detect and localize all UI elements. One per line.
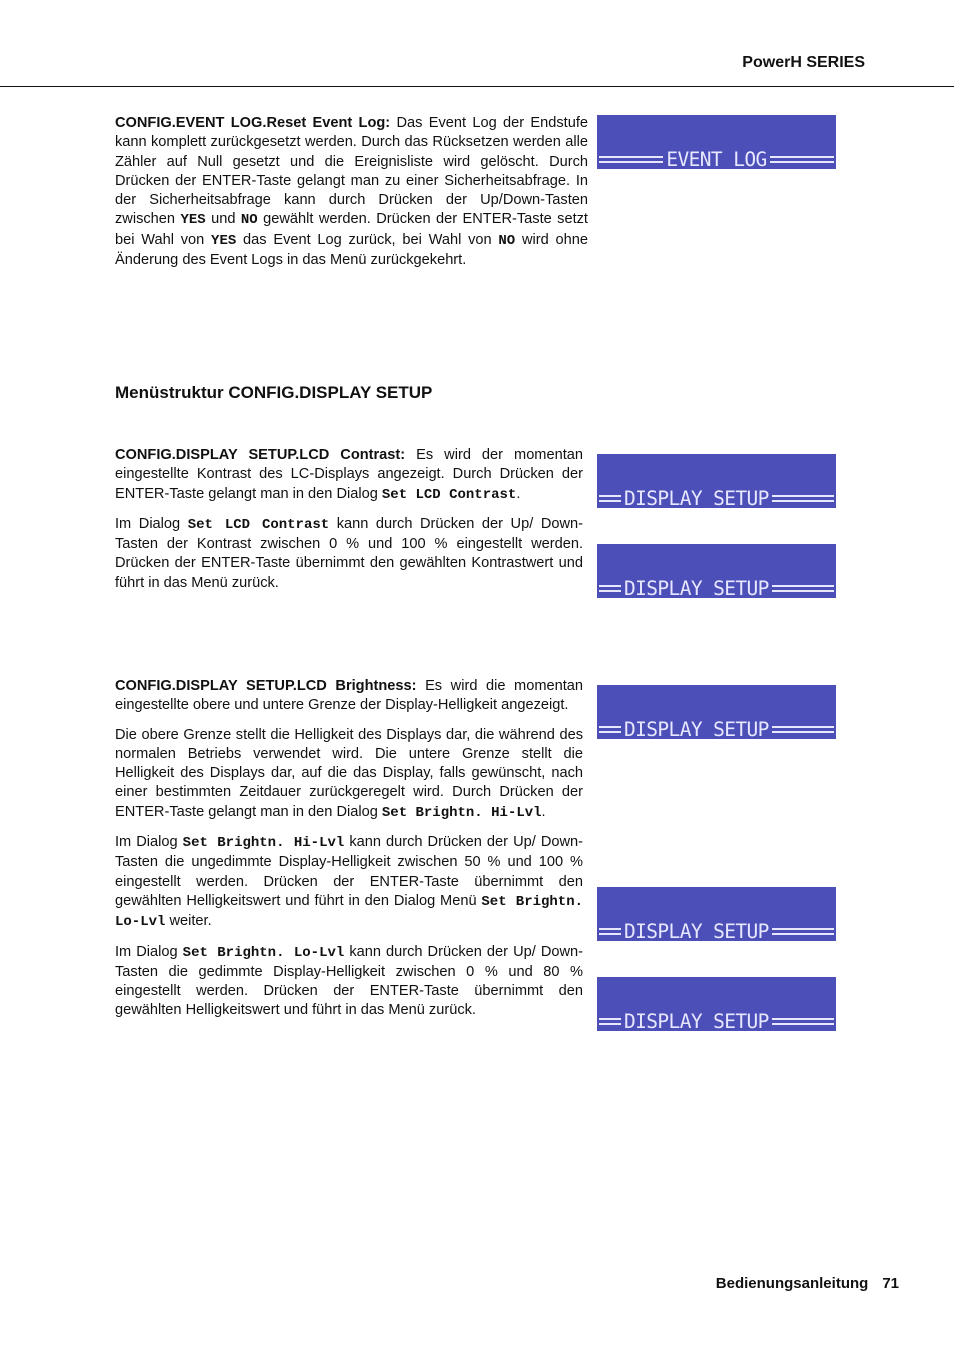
lcd-title-bars-right — [772, 1018, 834, 1025]
lcd-title: EVENT LOG — [666, 148, 767, 169]
lcd-brightness-p4-text-2: kann durch Drücken der Up/ Down-Tasten die gedimmte Display-Helligkeit zwischen 0 % und 80 % eingestellt werden. Drücken der ENTER-Taste übernimmt den gewählten Helligkeitswert und führt in das Menü zurück. — [115, 943, 583, 1019]
lcd-brightness-p2-text-2: . — [541, 803, 546, 820]
lcd-contrast — [597, 454, 836, 508]
lcd-brightness-paragraph-2 — [115, 726, 583, 823]
event-log-text-4: das Event Log zurück, bei Wahl von — [236, 231, 499, 248]
lcd-set-brightn-lo — [597, 977, 836, 1031]
lcd-title-bars-left — [599, 928, 621, 935]
code-set-brightn-hi-2: Set Brightn. Hi-Lvl — [182, 835, 345, 852]
code-set-lcd-contrast: Set LCD Contrast — [381, 486, 517, 503]
lcd-title-bars-right — [770, 156, 834, 163]
code-set-brightn-lo-2: Set Brightn. Lo-Lvl — [182, 944, 345, 961]
code-yes: YES — [180, 212, 206, 229]
lcd-contrast-p2-text-1: Im Dialog — [115, 515, 188, 532]
lcd-brightness-p3-text-3: weiter. — [165, 913, 212, 930]
lcd-contrast-paragraph-1 — [115, 446, 583, 505]
lcd-title-bars-right — [772, 585, 834, 592]
lcd-title-bars-left — [599, 585, 621, 592]
lcd-title-bars-right — [772, 928, 834, 935]
lcd-brightness — [597, 685, 836, 739]
lcd-contrast-lead: CONFIG.DISPLAY SETUP.LCD Contrast: — [115, 447, 406, 463]
section-heading: Menüstruktur CONFIG.DISPLAY SETUP — [115, 383, 433, 402]
lcd-title-row — [599, 1010, 836, 1031]
lcd-contrast-paragraph-2 — [115, 515, 583, 593]
page-number: 71 — [882, 1275, 899, 1292]
event-log-text-3: gewählt werden. Drücken der ENTER-Taste setzt bei Wahl von — [115, 211, 588, 248]
header-divider — [0, 86, 954, 87]
lcd-brightness-description — [115, 677, 583, 1021]
lcd-title-row — [599, 148, 836, 169]
event-log-lead: CONFIG.EVENT LOG.Reset Event Log: — [115, 115, 391, 131]
code-no: NO — [240, 212, 258, 229]
lcd-brightness-paragraph-1 — [115, 677, 583, 716]
lcd-contrast-p2-text-2: kann durch Drücken der Up/ Down-Tasten der Kontrast zwischen 0 % und 100 % eingestellt werden. Drücken der ENTER-Taste übernimmt den gewählten Kontrastwert und führt in das Menü zurück. — [115, 515, 583, 591]
code-set-brightn-lo: Set Brightn. Lo-Lvl — [115, 893, 583, 931]
lcd-contrast-text-2: . — [516, 485, 521, 502]
event-log-description — [115, 114, 588, 270]
lcd-brightness-p3-text-2: kann durch Drücken der Up/ Down-Tasten die ungedimmte Display-Helligkeit zwischen 50 % und 100 % eingestellt werden. Drücken der ENTER-Taste übernimmt den gewählten Helligkeitswert und führt in den Dialog Menü — [115, 834, 583, 909]
lcd-brightness-p2-text-1: Die obere Grenze stellt die Helligkeit des Displays dar, die während des normalen Betriebs verwendet wird. Die untere Grenze stellt die Helligkeit des Displays dar, auf die das Display, falls gewünscht, nach einer bestimmten Zeitdauer zurückgeregelt wird. Durch Drücken der ENTER-Taste gelangt man in den Dialog — [115, 726, 583, 820]
lcd-brightness-lead: CONFIG.DISPLAY SETUP.LCD Brightness: — [115, 678, 417, 694]
event-log-text-2: und — [205, 211, 241, 228]
page-footer — [716, 1275, 899, 1292]
code-no-2: NO — [498, 232, 516, 249]
lcd-brightness-p4-text-1: Im Dialog — [115, 943, 183, 960]
lcd-title-row — [599, 718, 836, 739]
lcd-event-log — [597, 115, 836, 169]
event-log-text-1: Das Event Log der Endstufe kann komplett zurückgesetzt werden. Durch das Rücksetzen werden alle Zähler auf Null gesetzt und die Ereignisliste wird gelöscht. Durch Drücken der ENTER-Taste gelangt man zu einer Sicherheitsabfrage. In der Sicherheitsabfrage kann durch Drücken der Up/Down-Tasten zwischen — [115, 115, 589, 228]
lcd-brightness-p3-text-1: Im Dialog — [115, 834, 183, 851]
code-set-lcd-contrast-2: Set LCD Contrast — [187, 516, 330, 533]
lcd-contrast-description — [115, 446, 583, 593]
lcd-set-contrast — [597, 544, 836, 598]
lcd-title-row — [599, 487, 836, 508]
lcd-title-bars-right — [772, 495, 834, 502]
lcd-brightness-paragraph-4 — [115, 943, 583, 1021]
lcd-title-bars-left — [599, 495, 621, 502]
lcd-title-bars-left — [599, 156, 663, 163]
code-yes-2: YES — [211, 232, 237, 249]
footer-label: Bedienungsanleitung — [715, 1275, 869, 1292]
event-log-text-5: wird ohne Änderung des Event Logs in das Menü zurückgekehrt. — [115, 231, 588, 269]
lcd-title-row — [599, 920, 836, 941]
lcd-title-row — [599, 577, 836, 598]
lcd-title-bars-left — [599, 1018, 621, 1025]
lcd-title: DISPLAY SETUP — [624, 487, 769, 508]
lcd-brightness-text-1: Es wird die momentan eingestellte obere und untere Grenze der Display-Helligkeit angezeigt. — [115, 678, 583, 714]
lcd-title: DISPLAY SETUP — [624, 920, 769, 941]
lcd-title-bars-right — [772, 726, 834, 733]
header-series-title: PowerH SERIES — [742, 54, 865, 71]
lcd-title: DISPLAY SETUP — [624, 1010, 769, 1031]
lcd-contrast-text-1: Es wird der momentan eingestellte Kontrast des LC-Displays angezeigt. Durch Drücken der ENTER-Taste gelangt man in den Dialog — [115, 447, 583, 502]
lcd-title: DISPLAY SETUP — [624, 718, 769, 739]
lcd-title: DISPLAY SETUP — [624, 577, 769, 598]
event-log-paragraph — [115, 114, 588, 270]
lcd-title-bars-left — [599, 726, 621, 733]
lcd-set-brightn-hi — [597, 887, 836, 941]
lcd-brightness-paragraph-3 — [115, 833, 583, 932]
code-set-brightn-hi: Set Brightn. Hi-Lvl — [381, 804, 542, 821]
